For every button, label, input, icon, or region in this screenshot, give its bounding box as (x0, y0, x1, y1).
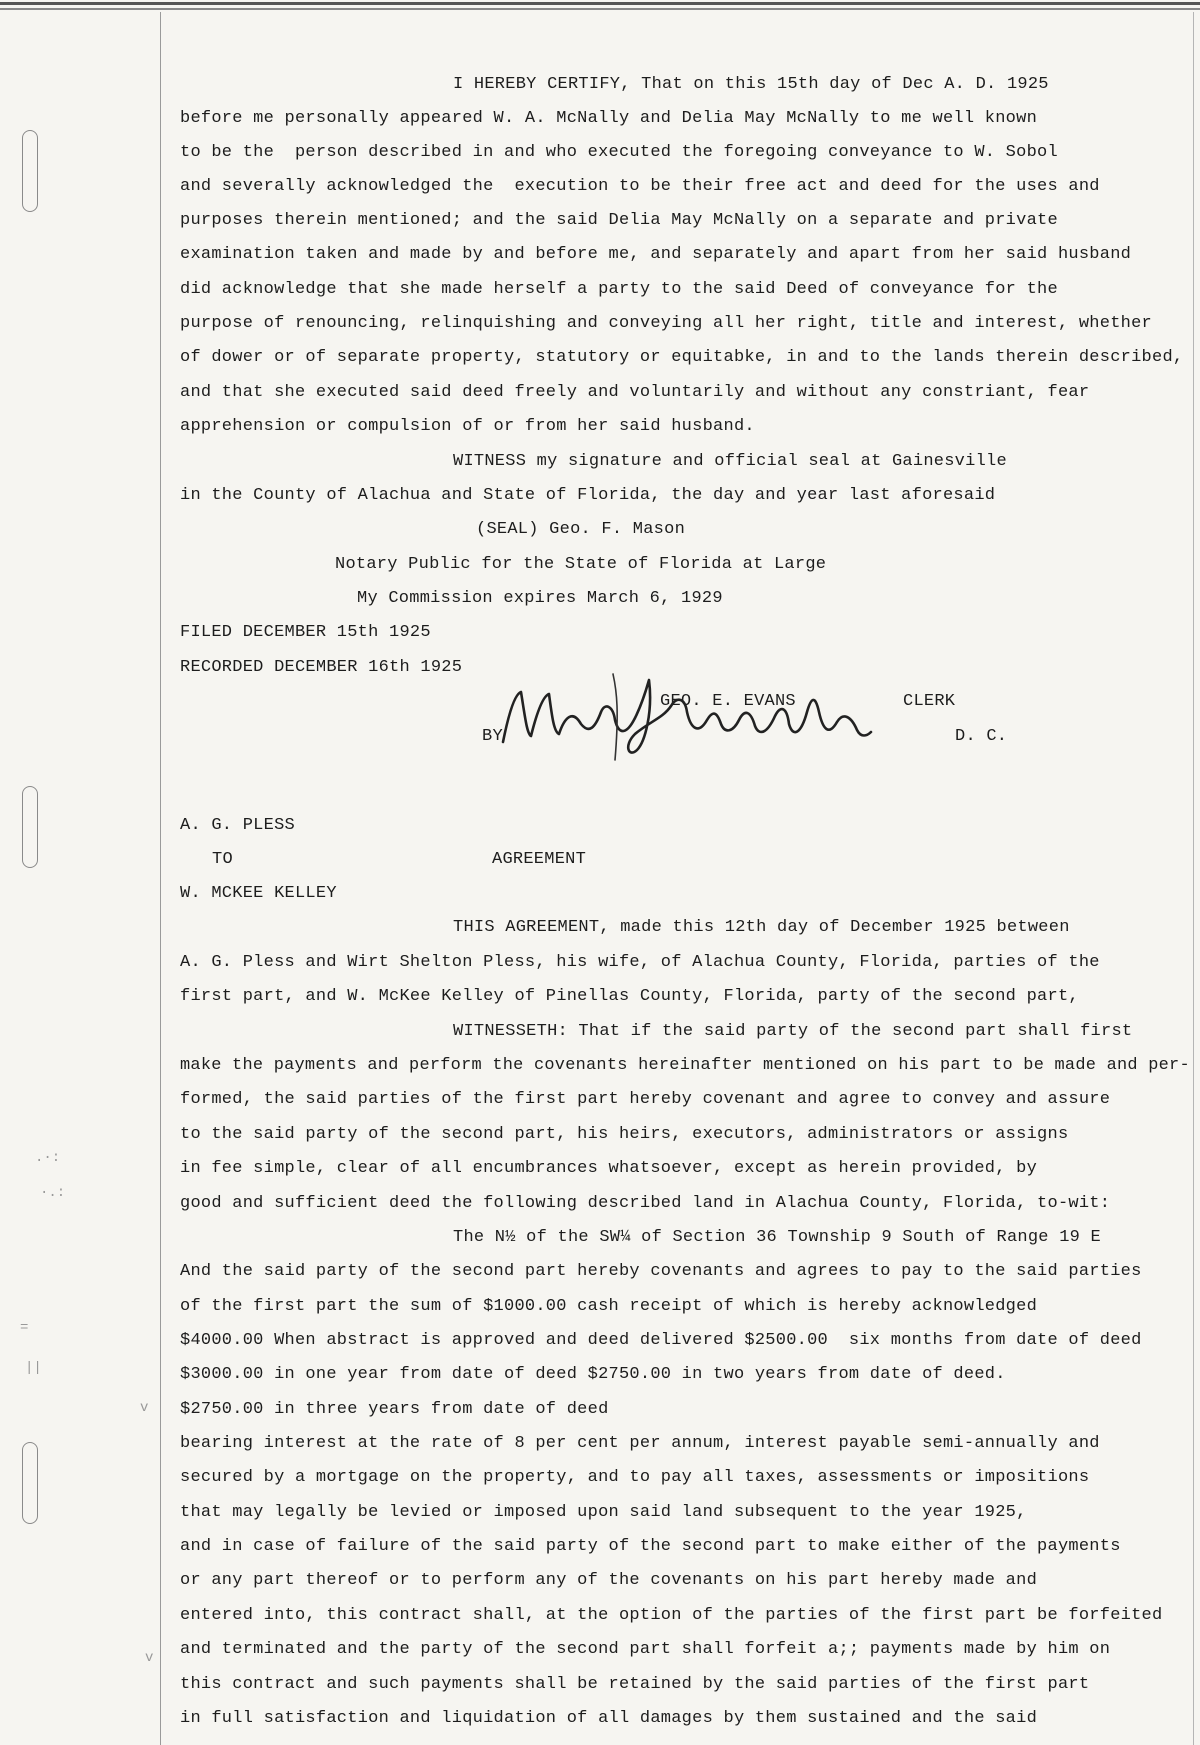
text-line: entered into, this contract shall, at the option of the parties of the first part be forfeited (180, 1606, 1163, 1625)
text-line: in fee simple, clear of all encumbrances whatsoever, except as herein provided, by (180, 1159, 1038, 1178)
document-type: AGREEMENT (492, 850, 587, 869)
clerk-title: CLERK (903, 692, 956, 711)
text-line: good and sufficient deed the following described land in Alachua County, Florida, to-wit: (180, 1194, 1111, 1213)
text-line: did acknowledge that she made herself a party to the said Deed of conveyance for the (180, 280, 1058, 299)
binder-hole (22, 1442, 38, 1524)
text-line: And the said party of the second part hereby covenants and agrees to pay to the said parties (180, 1262, 1142, 1281)
text-line: make the payments and perform the covenants hereinafter mentioned on his part to be made and per- (180, 1056, 1190, 1075)
text-line: that may legally be levied or imposed upon said land subsequent to the year 1925, (180, 1503, 1027, 1522)
text-line: or any part thereof or to perform any of the covenants on his part hereby made and (180, 1571, 1038, 1590)
text-line: and terminated and the party of the second part shall forfeit a;; payments made by him on (180, 1640, 1111, 1659)
text-line: to be the person described in and who executed the foregoing conveyance to W. Sobol (180, 143, 1058, 162)
payment-line: $3000.00 in one year from date of deed $2750.00 in two years from date of deed. (180, 1365, 1006, 1384)
paper-speck: .·: (35, 1150, 61, 1166)
text-line: A. G. Pless and Wirt Shelton Pless, his wife, of Alachua County, Florida, parties of the (180, 953, 1100, 972)
paper-speck: ·.: (40, 1185, 66, 1201)
text-line: and severally acknowledged the execution to be their free act and deed for the uses and (180, 177, 1100, 196)
top-border (0, 2, 1200, 5)
right-margin-rule (1193, 12, 1194, 1745)
text-line: purposes therein mentioned; and the said Delia May McNally on a separate and private (180, 211, 1058, 230)
paper-speck: || (25, 1360, 42, 1376)
text-line: this contract and such payments shall be retained by the said parties of the first part (180, 1675, 1090, 1694)
recorded-date: RECORDED DECEMBER 16th 1925 (180, 658, 463, 677)
payment-line: $4000.00 When abstract is approved and deed delivered $2500.00 six months from date of deed (180, 1331, 1142, 1350)
text-line: in full satisfaction and liquidation of all damages by them sustained and the said (180, 1709, 1038, 1728)
paper-speck: v (145, 1650, 154, 1666)
paper-speck: = (20, 1320, 29, 1336)
text-line: before me personally appeared W. A. McNally and Delia May McNally to me well known (180, 109, 1038, 128)
deputy-clerk-signature (495, 672, 875, 762)
deputy-clerk-label: D. C. (955, 727, 1008, 746)
text-line: of the first part the sum of $1000.00 cash receipt of which is hereby acknowledged (180, 1297, 1038, 1316)
filed-date: FILED DECEMBER 15th 1925 (180, 623, 431, 642)
party-from: A. G. PLESS (180, 816, 295, 835)
by-label: BY (482, 727, 503, 746)
commission-line: My Commission expires March 6, 1929 (357, 589, 723, 608)
text-line: and in case of failure of the said party of the second part to make either of the payments (180, 1537, 1121, 1556)
text-line: I HEREBY CERTIFY, That on this 15th day of Dec A. D. 1925 (453, 75, 1049, 94)
text-line: to the said party of the second part, his heirs, executors, administrators or assigns (180, 1125, 1069, 1144)
text-line: and that she executed said deed freely and voluntarily and without any constriant, fear (180, 383, 1090, 402)
text-line: in the County of Alachua and State of Florida, the day and year last aforesaid (180, 486, 996, 505)
text-line: examination taken and made by and before me, and separately and apart from her said husband (180, 245, 1132, 264)
text-line: purpose of renouncing, relinquishing and conveying all her right, title and interest, whether (180, 314, 1153, 333)
text-line: THIS AGREEMENT, made this 12th day of December 1925 between (453, 918, 1070, 937)
text-line: bearing interest at the rate of 8 per cent per annum, interest payable semi-annually and (180, 1434, 1100, 1453)
land-description: The N½ of the SW¼ of Section 36 Township 9 South of Range 19 E (453, 1228, 1102, 1247)
notary-name: (SEAL) Geo. F. Mason (476, 520, 686, 539)
text-line: formed, the said parties of the first part hereby covenant and agree to convey and assure (180, 1090, 1111, 1109)
paper-speck: v (140, 1400, 149, 1416)
text-line: first part, and W. McKee Kelley of Pinellas County, Florida, party of the second part, (180, 987, 1079, 1006)
party-to: W. MCKEE KELLEY (180, 884, 337, 903)
binder-hole (22, 786, 38, 868)
text-line: WITNESS my signature and official seal at Gainesville (453, 452, 1007, 471)
clerk-name: GEO. E. EVANS (660, 692, 796, 711)
text-line: apprehension or compulsion of or from her said husband. (180, 417, 755, 436)
text-line: secured by a mortgage on the property, and to pay all taxes, assessments or impositions (180, 1468, 1090, 1487)
notary-title: Notary Public for the State of Florida at Large (335, 555, 827, 574)
text-line: of dower or of separate property, statutory or equitabke, in and to the lands therein described, (180, 348, 1184, 367)
payment-line: $2750.00 in three years from date of deed (180, 1400, 609, 1419)
party-to-label: TO (212, 850, 233, 869)
left-margin-rule (160, 12, 161, 1745)
binder-hole (22, 130, 38, 212)
top-border-secondary (0, 8, 1200, 10)
text-line: WITNESSETH: That if the said party of the second part shall first (453, 1022, 1133, 1041)
